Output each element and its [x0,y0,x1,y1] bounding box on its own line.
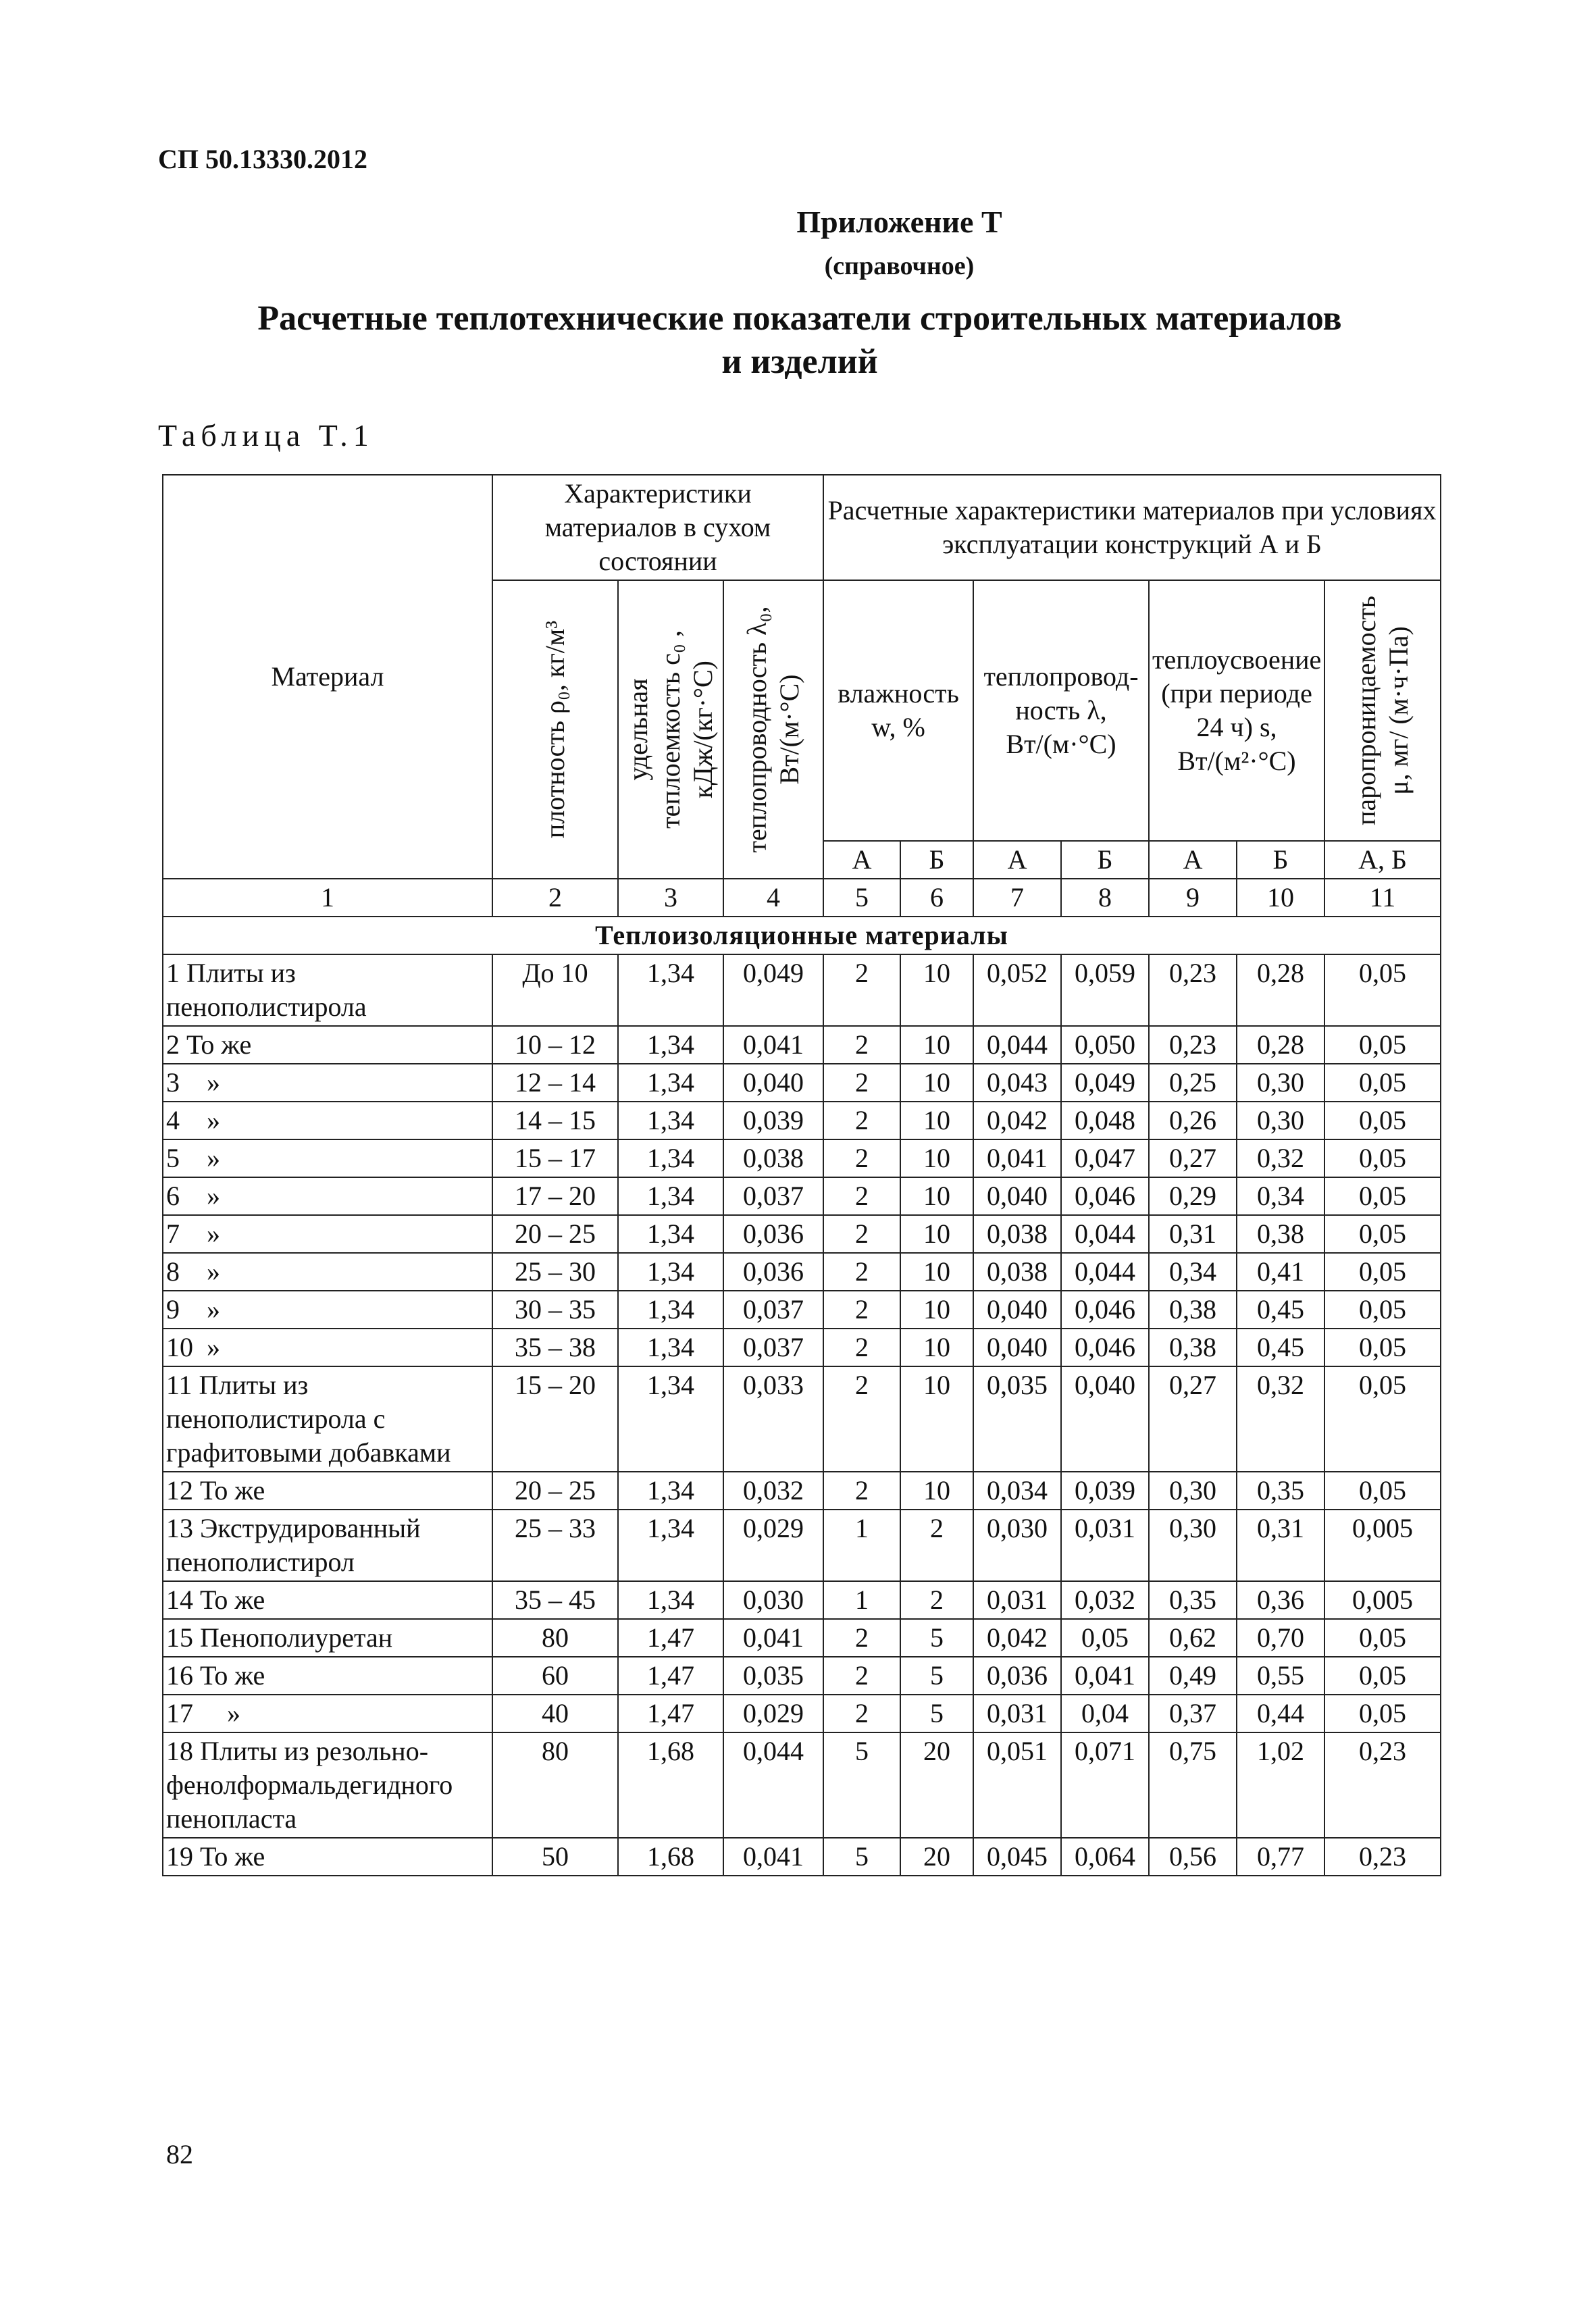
cell-wa: 2 [823,1695,900,1732]
cell-wb: 10 [900,1472,973,1510]
cell-cond: 0,032 [723,1472,823,1510]
cell-density: 60 [492,1657,618,1695]
cell-cond: 0,040 [723,1064,823,1102]
cell-wb: 10 [900,1064,973,1102]
cell-wb: 10 [900,1253,973,1291]
cell-sa: 0,30 [1149,1472,1237,1510]
cell-lb: 0,040 [1061,1366,1149,1472]
cell-mu: 0,05 [1324,1064,1441,1102]
cell-la: 0,040 [973,1329,1061,1366]
cell-cond: 0,041 [723,1619,823,1657]
cell-wa: 5 [823,1838,900,1876]
cell-heatcap: 1,34 [618,1510,723,1581]
cell-material: 5 » [163,1139,492,1177]
table-row [163,1102,1441,1139]
sub-b: Б [1237,841,1324,879]
cell-sb: 0,30 [1237,1064,1324,1102]
cell-sb: 0,34 [1237,1177,1324,1215]
cell-heatcap: 1,47 [618,1657,723,1695]
sub-b: Б [1061,841,1149,879]
cell-lb: 0,064 [1061,1838,1149,1876]
table-row [163,1510,1441,1581]
cell-sa: 0,31 [1149,1215,1237,1253]
sub-a: А [1149,841,1237,879]
cell-material: 16 То же [163,1657,492,1695]
cell-lb: 0,044 [1061,1253,1149,1291]
cell-lb: 0,044 [1061,1215,1149,1253]
cell-wa: 2 [823,1026,900,1064]
header-heat-absorption: теплоусвоение (при периоде 24 ч) s, Вт/(м²·°С) [1149,580,1324,841]
cell-material: 8 » [163,1253,492,1291]
cell-lb: 0,059 [1061,954,1149,1026]
cell-wb: 10 [900,1177,973,1215]
cell-mu: 0,23 [1324,1838,1441,1876]
cell-sb: 0,44 [1237,1695,1324,1732]
cell-cond: 0,038 [723,1139,823,1177]
cell-cond: 0,036 [723,1215,823,1253]
cell-lb: 0,041 [1061,1657,1149,1695]
appendix-title: Приложение Т [796,205,1002,239]
cell-wa: 5 [823,1732,900,1838]
cell-la: 0,045 [973,1838,1061,1876]
cell-la: 0,042 [973,1102,1061,1139]
cell-material: 14 То же [163,1581,492,1619]
cell-wa: 2 [823,1177,900,1215]
cell-sa: 0,49 [1149,1657,1237,1695]
cell-wa: 2 [823,1102,900,1139]
cell-sa: 0,35 [1149,1581,1237,1619]
col-number: 9 [1149,879,1237,917]
cell-sa: 0,26 [1149,1102,1237,1139]
cell-density: 80 [492,1619,618,1657]
cell-sb: 0,41 [1237,1253,1324,1291]
cell-sa: 0,30 [1149,1510,1237,1581]
cell-density: 35 – 38 [492,1329,618,1366]
cell-density: 15 – 17 [492,1139,618,1177]
cell-wb: 2 [900,1581,973,1619]
cell-sb: 0,28 [1237,1026,1324,1064]
cell-wb: 10 [900,1139,973,1177]
col-number: 11 [1324,879,1441,917]
cell-wb: 5 [900,1657,973,1695]
cell-material: 15 Пенополиуретан [163,1619,492,1657]
cell-heatcap: 1,34 [618,1253,723,1291]
cell-wb: 5 [900,1695,973,1732]
cell-material: 10 » [163,1329,492,1366]
header-conductivity-dry [723,580,823,879]
cell-mu: 0,05 [1324,1215,1441,1253]
cell-mu: 0,005 [1324,1510,1441,1581]
cell-sb: 0,30 [1237,1102,1324,1139]
cell-density: 14 – 15 [492,1102,618,1139]
cell-wa: 2 [823,1657,900,1695]
cell-heatcap: 1,34 [618,1177,723,1215]
cell-lb: 0,046 [1061,1329,1149,1366]
cell-mu: 0,05 [1324,1291,1441,1329]
cell-mu: 0,05 [1324,1026,1441,1064]
cell-mu: 0,23 [1324,1732,1441,1838]
cell-sb: 0,28 [1237,954,1324,1026]
cell-sb: 0,35 [1237,1472,1324,1510]
cell-la: 0,035 [973,1366,1061,1472]
header-row-groups [163,475,1441,580]
cell-la: 0,041 [973,1139,1061,1177]
cell-cond: 0,039 [723,1102,823,1139]
cell-lb: 0,032 [1061,1581,1149,1619]
cell-material: 1 Плиты из пенополистирола [163,954,492,1026]
cell-la: 0,043 [973,1064,1061,1102]
cell-lb: 0,039 [1061,1472,1149,1510]
cell-sa: 0,75 [1149,1732,1237,1838]
cell-heatcap: 1,34 [618,1064,723,1102]
cell-cond: 0,037 [723,1291,823,1329]
cell-cond: 0,037 [723,1329,823,1366]
cell-material: 12 То же [163,1472,492,1510]
cell-density: 80 [492,1732,618,1838]
cell-sb: 1,02 [1237,1732,1324,1838]
cell-heatcap: 1,47 [618,1695,723,1732]
cell-wa: 2 [823,1139,900,1177]
cell-cond: 0,036 [723,1253,823,1291]
cell-wb: 10 [900,1329,973,1366]
cell-lb: 0,049 [1061,1064,1149,1102]
header-material: Материал [163,475,492,879]
cell-mu: 0,05 [1324,1177,1441,1215]
col-number: 3 [618,879,723,917]
cell-mu: 0,05 [1324,1619,1441,1657]
cell-wa: 2 [823,1472,900,1510]
cell-wa: 2 [823,1215,900,1253]
cell-material: 11 Плиты из пенополистирола с графитовыми добавками [163,1366,492,1472]
cell-heatcap: 1,34 [618,1215,723,1253]
document-code: СП 50.13330.2012 [158,144,367,174]
cell-sa: 0,56 [1149,1838,1237,1876]
table-row [163,1291,1441,1329]
cell-sb: 0,55 [1237,1657,1324,1695]
col-number: 5 [823,879,900,917]
cell-mu: 0,005 [1324,1581,1441,1619]
section-row [163,917,1441,954]
cell-la: 0,040 [973,1291,1061,1329]
cell-material: 6 » [163,1177,492,1215]
table-row [163,1619,1441,1657]
cell-mu: 0,05 [1324,954,1441,1026]
cell-lb: 0,031 [1061,1510,1149,1581]
cell-sb: 0,32 [1237,1139,1324,1177]
cell-heatcap: 1,47 [618,1619,723,1657]
header-conductivity: теплопровод- ность λ, Вт/(м·°С) [973,580,1149,841]
cell-mu: 0,05 [1324,1472,1441,1510]
cell-sb: 0,31 [1237,1510,1324,1581]
table-row [163,1215,1441,1253]
table-row [163,1139,1441,1177]
table-row [163,1026,1441,1064]
header-density-label: плотность ρ₀, кг/м³ [540,620,570,839]
cell-la: 0,051 [973,1732,1061,1838]
cell-cond: 0,041 [723,1838,823,1876]
column-number-row [163,879,1441,917]
cell-wb: 10 [900,954,973,1026]
header-humidity: влажность w, % [823,580,973,841]
cell-lb: 0,071 [1061,1732,1149,1838]
cell-sb: 0,45 [1237,1291,1324,1329]
cell-cond: 0,049 [723,954,823,1026]
table-caption: Таблица Т.1 [158,418,374,453]
cell-mu: 0,05 [1324,1366,1441,1472]
sub-a: А [823,841,900,879]
cell-cond: 0,029 [723,1510,823,1581]
cell-cond: 0,037 [723,1177,823,1215]
table-row [163,1581,1441,1619]
header-group-dry: Характеристики материалов в сухом состоянии [492,475,823,580]
cell-density: 15 – 20 [492,1366,618,1472]
cell-sa: 0,25 [1149,1064,1237,1102]
cell-cond: 0,030 [723,1581,823,1619]
cell-density: До 10 [492,954,618,1026]
table-row [163,1329,1441,1366]
cell-la: 0,044 [973,1026,1061,1064]
cell-wb: 10 [900,1215,973,1253]
cell-mu: 0,05 [1324,1253,1441,1291]
col-number: 6 [900,879,973,917]
cell-heatcap: 1,34 [618,1102,723,1139]
table-row [163,1695,1441,1732]
cell-la: 0,038 [973,1253,1061,1291]
cell-material: 13 Экструдированный пенополистирол [163,1510,492,1581]
header-heat-capacity [618,580,723,879]
cell-density: 20 – 25 [492,1215,618,1253]
cell-sb: 0,70 [1237,1619,1324,1657]
cell-heatcap: 1,34 [618,1472,723,1510]
sub-a: А [973,841,1061,879]
cell-wb: 10 [900,1102,973,1139]
cell-wb: 10 [900,1291,973,1329]
cell-heatcap: 1,34 [618,1139,723,1177]
cell-wa: 2 [823,954,900,1026]
cell-la: 0,040 [973,1177,1061,1215]
table-body [163,954,1441,1876]
cell-sb: 0,36 [1237,1581,1324,1619]
cell-material: 17 » [163,1695,492,1732]
cell-sa: 0,62 [1149,1619,1237,1657]
cell-sb: 0,32 [1237,1366,1324,1472]
cell-sb: 0,77 [1237,1838,1324,1876]
header-group-exploit: Расчетные характеристики материалов при условиях эксплуатации конструкций А и Б [823,475,1441,580]
cell-la: 0,030 [973,1510,1061,1581]
main-title-line1: Расчетные теплотехнические показатели строительных материалов [257,299,1342,338]
cell-wb: 20 [900,1838,973,1876]
cell-mu: 0,05 [1324,1102,1441,1139]
cell-mu: 0,05 [1324,1139,1441,1177]
cell-density: 12 – 14 [492,1064,618,1102]
cell-wb: 20 [900,1732,973,1838]
header-vapor-permeability [1324,580,1441,841]
cell-lb: 0,05 [1061,1619,1149,1657]
table-row [163,1366,1441,1472]
cell-wa: 2 [823,1329,900,1366]
table-row [163,1253,1441,1291]
cell-cond: 0,029 [723,1695,823,1732]
cell-material: 18 Плиты из резольно-фенолформальдегидного пенопласта [163,1732,492,1838]
cell-sa: 0,37 [1149,1695,1237,1732]
cell-density: 40 [492,1695,618,1732]
section-title: Теплоизоляционные материалы [163,917,1441,954]
page-number: 82 [166,2139,193,2169]
cell-la: 0,052 [973,954,1061,1026]
cell-wa: 2 [823,1253,900,1291]
table-row [163,1177,1441,1215]
cell-sa: 0,27 [1149,1366,1237,1472]
cell-material: 9 » [163,1291,492,1329]
cell-sa: 0,27 [1149,1139,1237,1177]
cell-wa: 2 [823,1619,900,1657]
header-density [492,580,618,879]
cell-sb: 0,38 [1237,1215,1324,1253]
cell-la: 0,031 [973,1581,1061,1619]
cell-sa: 0,38 [1149,1329,1237,1366]
cell-heatcap: 1,68 [618,1732,723,1838]
col-number: 1 [163,879,492,917]
cell-material: 3 » [163,1064,492,1102]
cell-wb: 2 [900,1510,973,1581]
table-row [163,954,1441,1026]
cell-cond: 0,033 [723,1366,823,1472]
table-row [163,1064,1441,1102]
cell-heatcap: 1,68 [618,1838,723,1876]
cell-la: 0,038 [973,1215,1061,1253]
main-title-line2: и изделий [721,342,878,381]
col-number: 8 [1061,879,1149,917]
table-row [163,1838,1441,1876]
cell-wa: 1 [823,1510,900,1581]
cell-heatcap: 1,34 [618,1329,723,1366]
cell-wb: 10 [900,1026,973,1064]
cell-heatcap: 1,34 [618,1581,723,1619]
cell-sa: 0,29 [1149,1177,1237,1215]
col-number: 7 [973,879,1061,917]
cell-density: 25 – 33 [492,1510,618,1581]
cell-heatcap: 1,34 [618,954,723,1026]
appendix-subtitle: (справочное) [824,252,975,280]
cell-sb: 0,45 [1237,1329,1324,1366]
cell-wb: 10 [900,1366,973,1472]
cell-mu: 0,05 [1324,1329,1441,1366]
cell-density: 10 – 12 [492,1026,618,1064]
cell-lb: 0,046 [1061,1177,1149,1215]
cell-density: 50 [492,1838,618,1876]
cell-sa: 0,23 [1149,954,1237,1026]
cell-material: 2 То же [163,1026,492,1064]
table-row [163,1732,1441,1838]
cell-lb: 0,048 [1061,1102,1149,1139]
cell-sa: 0,38 [1149,1291,1237,1329]
cell-la: 0,042 [973,1619,1061,1657]
cell-mu: 0,05 [1324,1695,1441,1732]
cell-wa: 2 [823,1291,900,1329]
cell-density: 20 – 25 [492,1472,618,1510]
main-title [158,297,1441,384]
header-vapor-label: паропроницаемость μ, мг/ (м·ч·Па) [1351,595,1414,826]
cell-heatcap: 1,34 [618,1366,723,1472]
header-conductivity-dry-label: теплопроводность λ₀, Вт/(м·°С) [742,606,804,853]
cell-density: 17 – 20 [492,1177,618,1215]
col-number: 4 [723,879,823,917]
cell-wa: 2 [823,1064,900,1102]
table-row [163,1657,1441,1695]
sub-ab: А, Б [1324,841,1441,879]
table-row [163,1472,1441,1510]
cell-lb: 0,047 [1061,1139,1149,1177]
cell-lb: 0,04 [1061,1695,1149,1732]
cell-la: 0,036 [973,1657,1061,1695]
cell-sa: 0,34 [1149,1253,1237,1291]
cell-material: 7 » [163,1215,492,1253]
cell-heatcap: 1,34 [618,1291,723,1329]
sub-b: Б [900,841,973,879]
cell-material: 19 То же [163,1838,492,1876]
cell-density: 30 – 35 [492,1291,618,1329]
cell-mu: 0,05 [1324,1657,1441,1695]
cell-lb: 0,046 [1061,1291,1149,1329]
cell-wa: 1 [823,1581,900,1619]
cell-sa: 0,23 [1149,1026,1237,1064]
cell-cond: 0,044 [723,1732,823,1838]
cell-cond: 0,035 [723,1657,823,1695]
cell-la: 0,034 [973,1472,1061,1510]
cell-wa: 2 [823,1366,900,1472]
cell-material: 4 » [163,1102,492,1139]
cell-la: 0,031 [973,1695,1061,1732]
cell-heatcap: 1,34 [618,1026,723,1064]
cell-cond: 0,041 [723,1026,823,1064]
cell-density: 25 – 30 [492,1253,618,1291]
col-number: 10 [1237,879,1324,917]
header-heat-capacity-label: удельная теплоемкость c₀ , кДж/(кг·°С) [623,630,718,829]
cell-lb: 0,050 [1061,1026,1149,1064]
col-number: 2 [492,879,618,917]
materials-table [162,474,1441,1876]
cell-density: 35 – 45 [492,1581,618,1619]
cell-wb: 5 [900,1619,973,1657]
